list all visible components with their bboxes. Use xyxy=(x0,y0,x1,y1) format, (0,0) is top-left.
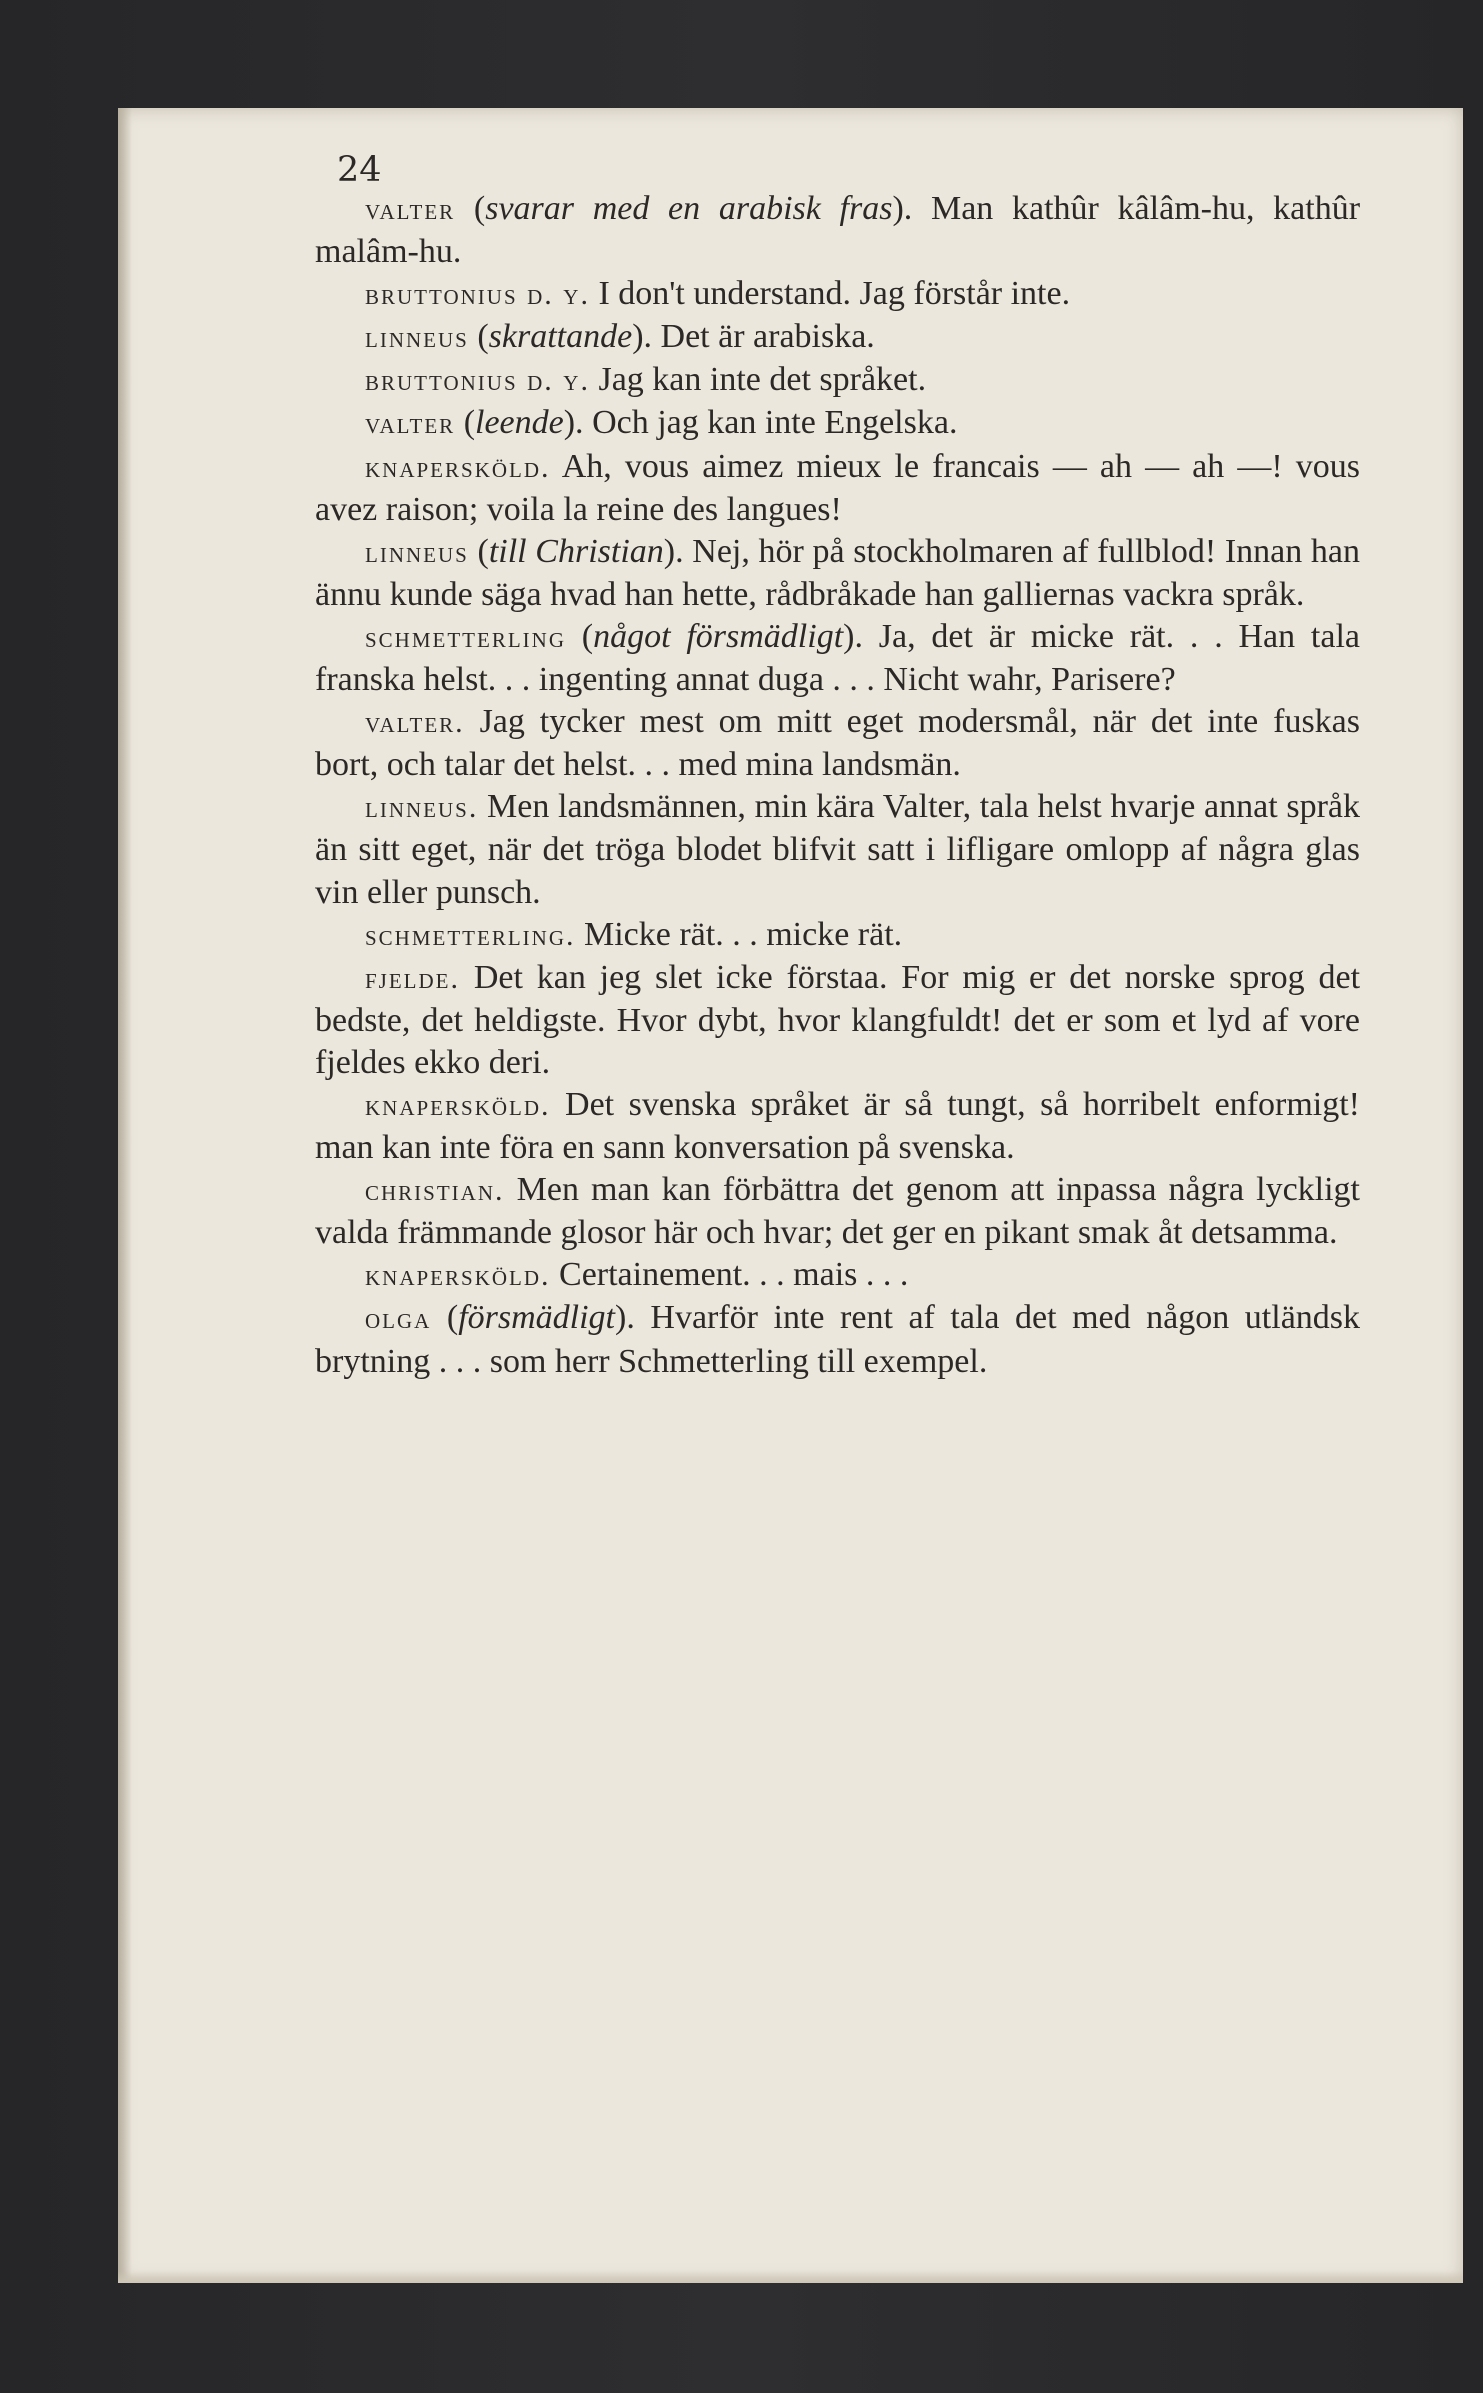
speech-paragraph: linneus (skrattande). Det är arabiska. xyxy=(365,318,875,356)
speaker-name: knapersköld. xyxy=(365,450,551,484)
speaker-name: bruttonius d. y. xyxy=(365,364,590,398)
speech-paragraph: linneus (till Christian). Nej, hör på stockholmaren af fullblod! Innan han ännu kunde säga hvad han hette, rådbråkade han galliernas vackra språk. xyxy=(315,532,1361,613)
speech-text: Och jag kan inte Engelska. xyxy=(592,404,958,442)
speaker-name: schmetterling xyxy=(365,620,566,654)
page-number: 24 xyxy=(337,150,382,190)
speech-paragraph xyxy=(315,701,1360,786)
play-text xyxy=(315,188,1360,1383)
speech-paragraph xyxy=(315,359,1360,402)
speech-text: Nej, hör på stockholmaren af fullblod! Innan han ännu kunde säga hvad han hette, rådbråkade han galliernas vackra språk. xyxy=(315,532,1361,613)
speech-paragraph xyxy=(315,786,1360,913)
stage-direction: leende xyxy=(475,404,564,442)
speech-text: Jag kan inte det språket. xyxy=(598,361,927,399)
speech-text: Men man kan förbättra det genom att inpassa några lyckligt valda främmande glosor här och hvar; det ger en pikant smak åt detsamma. xyxy=(315,1171,1361,1252)
speech-text: Micke rät. . . micke rät. xyxy=(584,915,903,953)
speech-paragraph xyxy=(315,446,1360,531)
speaker-name: linneus. xyxy=(365,791,479,825)
speaker-name: linneus xyxy=(365,321,469,355)
speaker-name: valter. xyxy=(365,706,465,740)
speech-text: Hvarför inte rent af tala det med någon utländsk brytning . . . som herr Schmetterling till exempel. xyxy=(315,1299,1361,1380)
stage-direction: svarar med en arabisk fras xyxy=(485,190,893,227)
speech-text: Det är arabiska. xyxy=(660,318,875,356)
speaker-name: knapersköld. xyxy=(365,1259,551,1293)
speaker-name: valter xyxy=(365,407,456,441)
speech-paragraph xyxy=(315,1084,1360,1169)
speech-paragraph xyxy=(315,1254,1360,1297)
speaker-name: olga xyxy=(365,1302,432,1336)
speech-paragraph: valter (svarar med en arabisk fras). Man kathûr kâlâm-hu, kathûr malâm-hu. xyxy=(315,190,1361,271)
speech-text: Man kathûr kâlâm-hu, kathûr malâm-hu. xyxy=(315,190,1361,271)
speech-text: Ja, det är micke rät. . . Han tala franska helst. . . ingenting annat duga . . . Nicht wahr, Parisere? xyxy=(315,617,1360,699)
speech-paragraph xyxy=(315,957,1360,1084)
speech-text: Ah, vous aimez mieux le francais — ah — ah —! vous avez raison; voila la reine des langues! xyxy=(315,447,1360,528)
speech-text: I don't understand. Jag förstår inte. xyxy=(598,275,1071,313)
stage-direction: försmädligt xyxy=(458,1299,616,1337)
speech-paragraph xyxy=(315,273,1360,316)
speaker-name: bruttonius d. y. xyxy=(365,278,590,312)
speech-paragraph: schmetterling (något försmädligt). Ja, det är micke rät. . . Han tala franska helst. . . ingenting annat duga . . . Nicht wahr, Parisere? xyxy=(315,617,1360,699)
speech-text: Men landsmännen, min kära Valter, tala helst hvarje annat språk än sitt eget, när det tröga blodet blifvit satt i lifligare omlopp af några glas vin eller punsch. xyxy=(315,788,1360,911)
speech-paragraph: olga (försmädligt). Hvarför inte rent af tala det med någon utländsk brytning . . . som herr Schmetterling till exempel. xyxy=(315,1299,1361,1380)
speech-paragraph xyxy=(315,1169,1360,1254)
speaker-name: fjelde. xyxy=(365,961,460,995)
stage-direction: till Christian xyxy=(488,532,664,570)
stage-direction: något försmädligt xyxy=(593,617,844,655)
speaker-name: linneus xyxy=(365,535,469,569)
speech-text: Det svenska språket är så tungt, så horribelt enformigt! man kan inte föra en sann konversation på svenska. xyxy=(315,1085,1360,1167)
speech-text: Det kan jeg slet icke förstaa. For mig er det norske sprog det bedste, det heldigste. Hvor dybt, hvor klangfuldt! det er som et lyd af vore fjeldes ekko deri. xyxy=(315,958,1361,1081)
speaker-name: schmetterling. xyxy=(365,918,576,952)
speaker-name: knapersköld. xyxy=(365,1088,551,1122)
speaker-name: christian. xyxy=(365,1174,505,1208)
speech-paragraph xyxy=(315,914,1360,957)
speech-paragraph: valter (leende). Och jag kan inte Engelska. xyxy=(365,404,958,442)
speech-text: Jag tycker mest om mitt eget modersmål, när det inte fuskas bort, och talar det helst. . . med mina landsmän. xyxy=(315,703,1361,784)
speech-text: Certainement. . . mais . . . xyxy=(559,1256,909,1294)
stage-direction: skrattande xyxy=(488,318,633,356)
speaker-name: valter xyxy=(365,193,456,226)
